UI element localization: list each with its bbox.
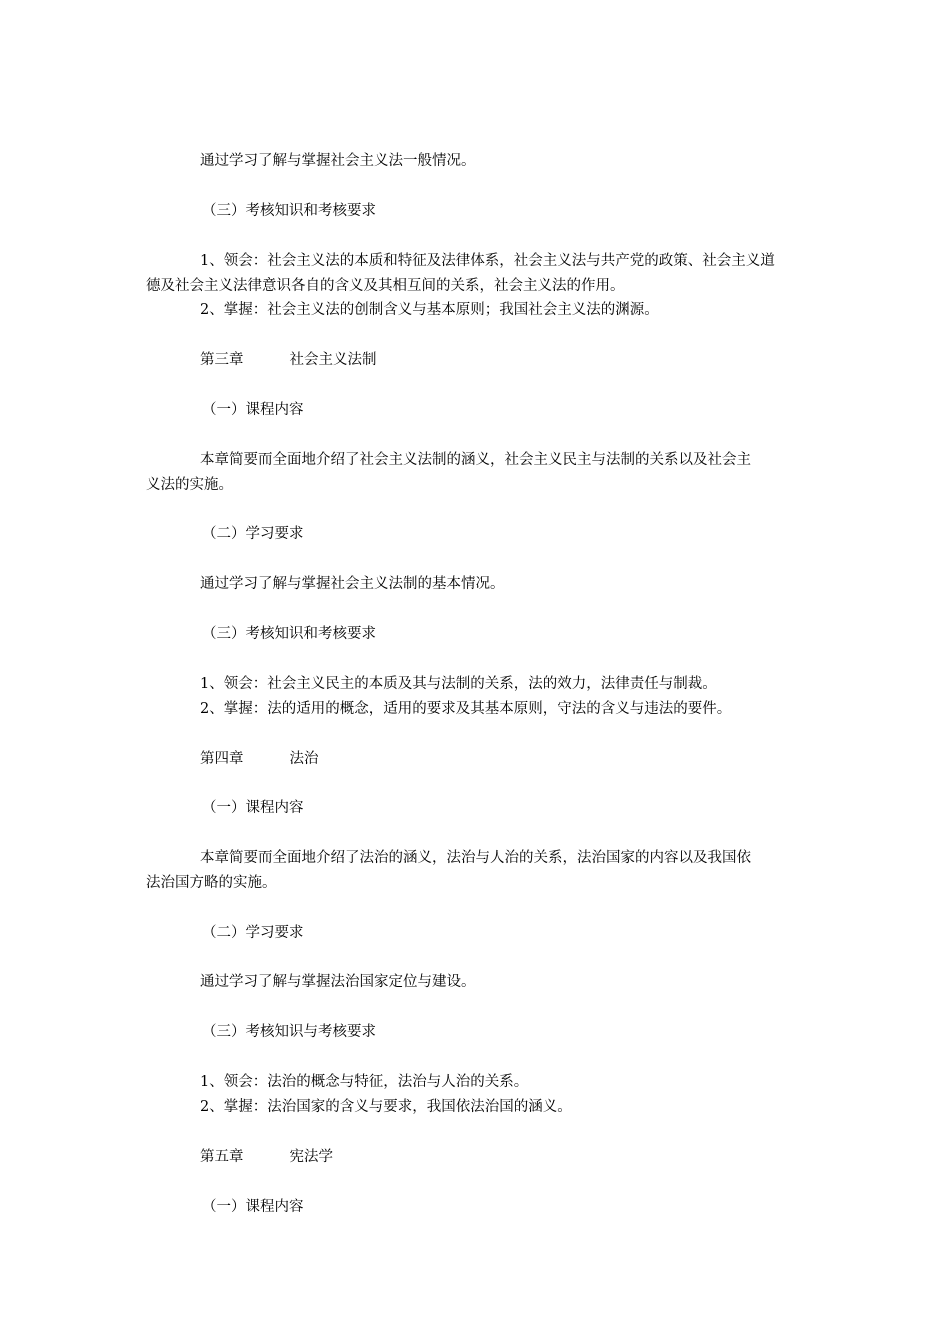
paragraph: 本章简要而全面地介绍了社会主义法制的涵义，社会主义民主与法制的关系以及社会主 xyxy=(200,452,751,468)
paragraph: 法治国方略的实施。 xyxy=(146,875,277,891)
paragraph: 通过学习了解与掌握社会主义法一般情况。 xyxy=(200,153,476,169)
chapter-number: 第五章 xyxy=(200,1149,244,1165)
section-heading: （二）学习要求 xyxy=(202,526,304,542)
section-heading: （一）课程内容 xyxy=(202,800,304,816)
chapter-title: 宪法学 xyxy=(289,1149,333,1165)
chapter-heading xyxy=(200,1147,333,1167)
paragraph: 义法的实施。 xyxy=(146,477,233,493)
section-heading: （三）考核知识和考核要求 xyxy=(202,203,376,219)
section-heading: （一）课程内容 xyxy=(202,402,304,418)
chapter-title: 社会主义法制 xyxy=(289,352,377,368)
paragraph: 2、掌握：法治国家的含义与要求，我国依法治国的涵义。 xyxy=(200,1099,572,1115)
paragraph: 通过学习了解与掌握法治国家定位与建设。 xyxy=(200,974,476,990)
chapter-title: 法治 xyxy=(289,751,319,767)
paragraph: 通过学习了解与掌握社会主义法制的基本情况。 xyxy=(200,576,505,592)
paragraph: 1、领会：社会主义法的本质和特征及法律体系，社会主义法与共产党的政策、社会主义道 xyxy=(200,253,775,269)
chapter-heading xyxy=(200,749,319,769)
section-heading: （二）学习要求 xyxy=(202,925,304,941)
chapter-heading xyxy=(200,350,377,370)
section-heading: （三）考核知识和考核要求 xyxy=(202,626,376,642)
paragraph: 2、掌握：社会主义法的创制含义与基本原则；我国社会主义法的渊源。 xyxy=(200,302,659,318)
paragraph: 德及社会主义法律意识各自的含义及其相互间的关系，社会主义法的作用。 xyxy=(146,278,625,294)
chapter-number: 第三章 xyxy=(200,352,244,368)
paragraph: 2、掌握：法的适用的概念，适用的要求及其基本原则，守法的含义与违法的要件。 xyxy=(200,701,732,717)
paragraph: 本章简要而全面地介绍了法治的涵义，法治与人治的关系，法治国家的内容以及我国依 xyxy=(200,850,751,866)
paragraph: 1、领会：社会主义民主的本质及其与法制的关系，法的效力，法律责任与制裁。 xyxy=(200,676,717,692)
section-heading: （一）课程内容 xyxy=(202,1199,304,1215)
chapter-number: 第四章 xyxy=(200,751,244,767)
paragraph: 1、领会：法治的概念与特征，法治与人治的关系。 xyxy=(200,1074,529,1090)
section-heading: （三）考核知识与考核要求 xyxy=(202,1024,376,1040)
